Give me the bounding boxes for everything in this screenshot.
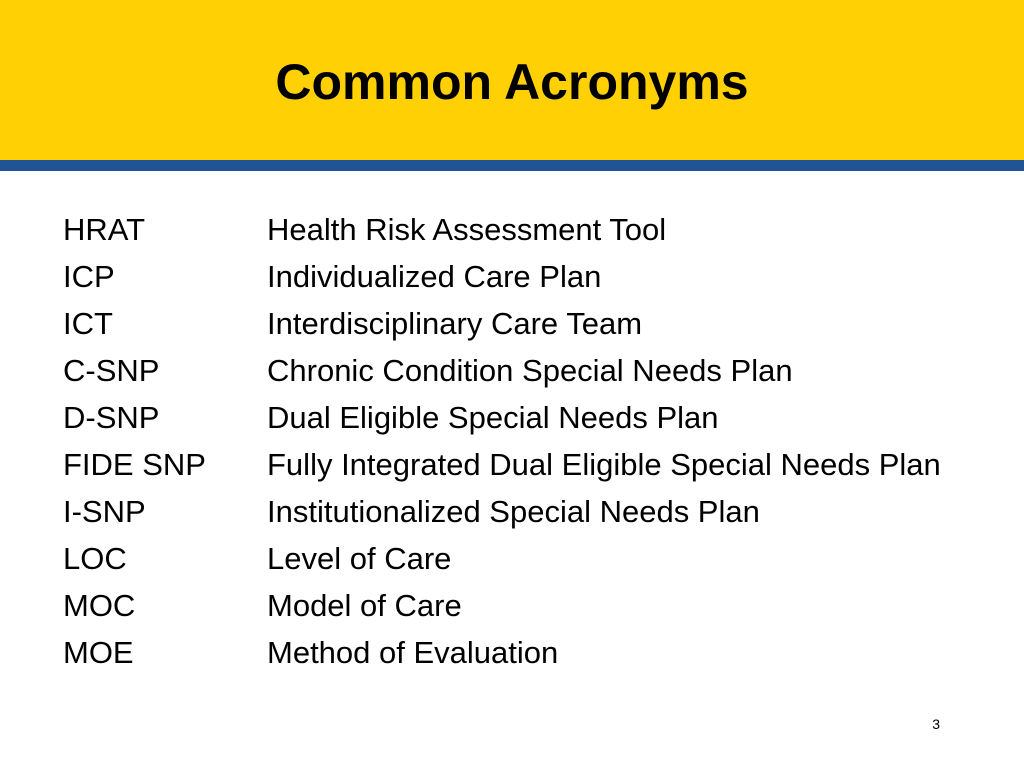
acronym-term: HRAT xyxy=(63,212,146,247)
acronym-term: ICT xyxy=(63,306,113,341)
acronym-row xyxy=(63,629,983,676)
acronym-definition: Health Risk Assessment Tool xyxy=(267,212,667,247)
page-number: 3 xyxy=(932,716,940,732)
acronym-term: C-SNP xyxy=(63,353,160,388)
acronym-row xyxy=(63,535,983,582)
acronym-definition: Individualized Care Plan xyxy=(267,259,602,294)
acronym-definition: Method of Evaluation xyxy=(267,635,559,670)
slide-title: Common Acronyms xyxy=(275,54,749,110)
acronym-term: LOC xyxy=(63,541,127,576)
acronym-row xyxy=(63,582,983,629)
title-divider xyxy=(0,160,1024,171)
acronym-row xyxy=(63,347,983,394)
acronym-definition: Fully Integrated Dual Eligible Special Needs Plan xyxy=(267,447,941,482)
acronym-row xyxy=(63,206,983,253)
acronym-definition: Interdisciplinary Care Team xyxy=(267,306,643,341)
acronym-table xyxy=(63,206,983,676)
acronym-definition: Institutionalized Special Needs Plan xyxy=(267,494,760,529)
acronym-term: I-SNP xyxy=(63,494,146,529)
acronym-term: ICP xyxy=(63,259,115,294)
acronym-definition: Model of Care xyxy=(267,588,462,623)
acronym-term: MOC xyxy=(63,588,136,623)
acronym-row xyxy=(63,394,983,441)
acronym-term: MOE xyxy=(63,635,134,670)
acronym-row xyxy=(63,253,983,300)
acronym-definition: Chronic Condition Special Needs Plan xyxy=(267,353,793,388)
acronym-definition: Dual Eligible Special Needs Plan xyxy=(267,400,719,435)
acronym-term: D-SNP xyxy=(63,400,160,435)
acronym-row xyxy=(63,441,983,488)
acronym-row xyxy=(63,488,983,535)
acronym-term: FIDE SNP xyxy=(63,447,206,482)
acronym-definition: Level of Care xyxy=(267,541,452,576)
acronym-row xyxy=(63,300,983,347)
